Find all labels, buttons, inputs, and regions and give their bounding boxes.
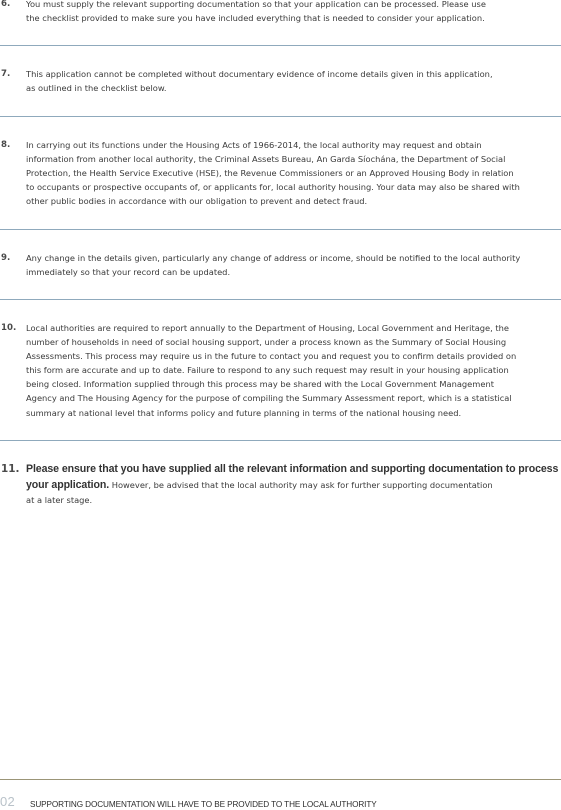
item-text-line: number of households in need of social housing support, under a process known as the Summary of Social Housing <box>26 337 507 348</box>
item-text-emphasis: Please ensure that you have supplied all the relevant information and supporting documentation to process <box>26 463 559 475</box>
item-text-line: to occupants or prospective occupants of, or applicants for, local authority housing. Your data may also be shared with <box>26 182 520 193</box>
page-number: 02 <box>0 794 16 809</box>
page-footer <box>0 796 561 810</box>
item-text <box>26 67 493 95</box>
item-text-line: Any change in the details given, particularly any change of address or income, should be notified to the local authority <box>26 253 521 263</box>
item-text-emphasis: your application. <box>26 478 110 491</box>
item-number: 9. <box>1 253 11 263</box>
item-text-line: This application cannot be completed without documentary evidence of income details given in this application, <box>26 69 493 79</box>
divider <box>0 116 561 117</box>
item-text <box>26 321 516 420</box>
item-number: 11. <box>1 463 20 475</box>
item-number: 7. <box>1 69 11 79</box>
item-text-line: at a later stage. <box>26 495 93 505</box>
item-text-line: You must supply the relevant supporting documentation so that your application can be processed. Please use <box>26 0 486 9</box>
item-text-line: However, be advised that the local authority may ask for further supporting documentation <box>109 479 493 490</box>
item-text-line: Local authorities are required to report annually to the Department of Housing, Local Government and Heritage, the <box>26 323 510 333</box>
item-text <box>26 138 520 208</box>
item-text-line: other public bodies in accordance with our obligation to prevent and detect fraud. <box>26 196 368 207</box>
item-text <box>26 462 558 508</box>
item-text-line: Assessments. This process may require us in the future to contact you and request you to confirm details provided on <box>26 351 517 362</box>
footer-text: SUPPORTING DOCUMENTATION WILL HAVE TO BE PROVIDED TO THE LOCAL AUTHORITY <box>30 800 377 809</box>
footer-divider <box>0 779 561 780</box>
divider <box>0 45 561 46</box>
item-text <box>26 251 520 279</box>
item-number: 10. <box>1 323 17 333</box>
item-text-line: summary at national level that informs policy and future planning in terms of the national housing need. <box>26 407 462 418</box>
item-text-line: In carrying out its functions under the Housing Acts of 1966-2014, the local authority may request and obtain <box>26 140 482 150</box>
divider <box>0 440 561 441</box>
item-text <box>26 0 486 25</box>
item-text-line: Agency and The Housing Agency for the purpose of compiling the Summary Assessment report, which is a statistical <box>26 393 512 404</box>
divider <box>0 229 561 230</box>
item-text-line: being closed. Information supplied through this process may be shared with the Local Government Management <box>26 379 494 390</box>
item-text-line: information from another local authority, the Criminal Assets Bureau, An Garda Síochána, the Department of Social <box>26 154 506 165</box>
item-text-line: Protection, the Health Service Executive (HSE), the Revenue Commissioners or an Approved Housing Body in relation <box>26 168 514 179</box>
divider <box>0 299 561 300</box>
item-text-line: the checklist provided to make sure you have included everything that is needed to consider your application. <box>26 13 485 24</box>
item-text-line: immediately so that your record can be updated. <box>26 267 231 278</box>
item-text-line: this form are accurate and up to date. Failure to respond to any such request may result in your housing application <box>26 365 509 376</box>
item-number: 8. <box>1 140 11 150</box>
item-text-line: as outlined in the checklist below. <box>26 83 167 94</box>
item-number: 6. <box>1 0 11 9</box>
